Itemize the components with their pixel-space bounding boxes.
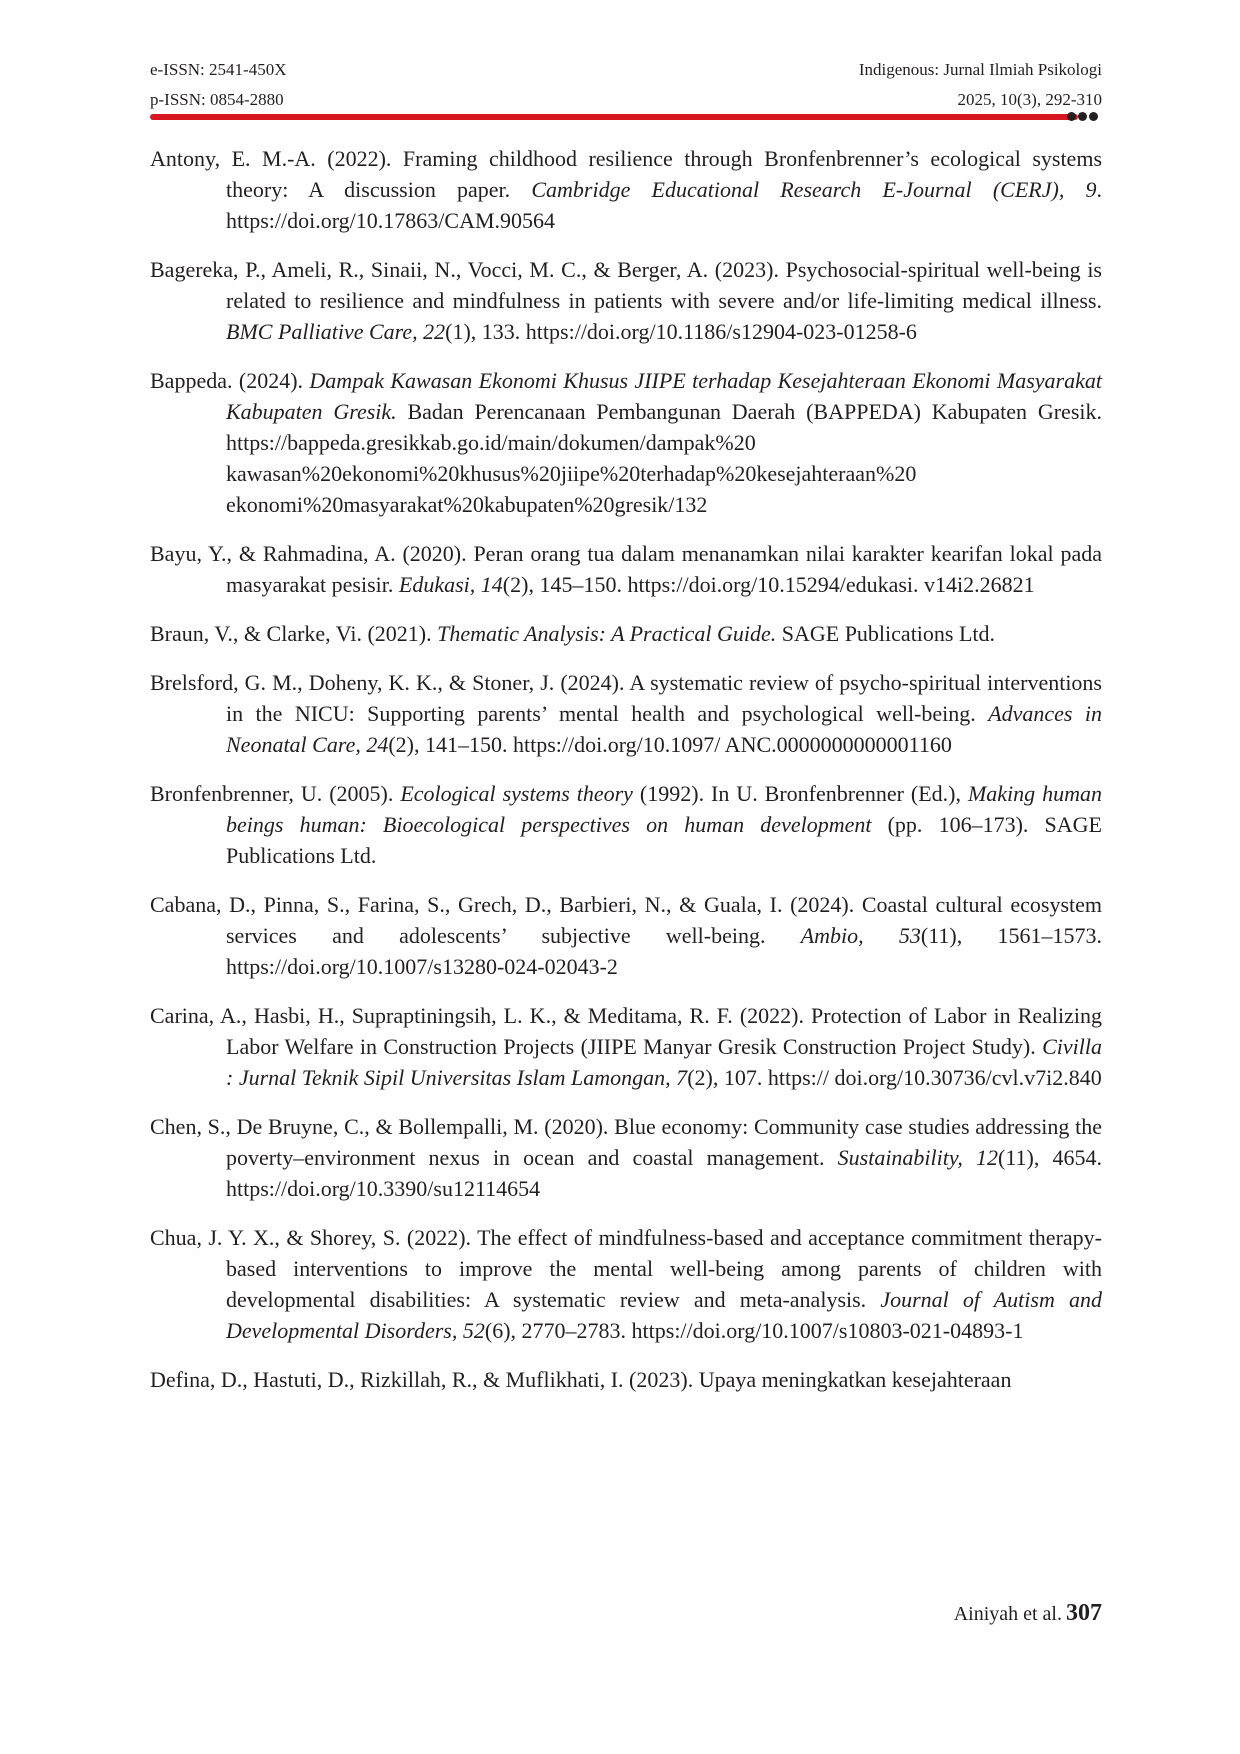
ref-source: Civilla : Jurnal Teknik Sipil Universitas Islam Lamongan, 7 [226,1034,1102,1090]
reference-item [150,1000,1102,1093]
ref-text: Badan Perencanaan Pembangunan Daerah (BAPPEDA) Kabupaten Gresik. https://bappeda.gresikkab.go.id/main/dokumen/dampak%20 kawasan%20ekonomi%20khusus%20jiipe%20terhadap%20kesejahteraan%20 ekonomi%20masyarakat%20kabupaten%20gresik/132 [226,399,1102,517]
ref-text: . https://doi.org/10.17863/CAM.90564 [226,177,1102,233]
e-issn: e-ISSN: 2541-450X [150,60,287,79]
ref-text: Cabana, D., Pinna, S., Farina, S., Grech, D., Barbieri, N., & Guala, I. (2024). Coastal cultural ecosystem services and adolescents’ subjective well-being. [150,892,1102,948]
ref-text: Chen, S., De Bruyne, C., & Bollempalli, M. (2020). Blue economy: Community case studies addressing the poverty–environment nexus in ocean and coastal management. [150,1114,1102,1170]
reference-item [150,254,1102,347]
ref-text: Bayu, Y., & Rahmadina, A. (2020). Peran orang tua dalam menanamkan nilai karakter kearifan lokal pada masyarakat pesisir. [150,541,1102,597]
ref-text: (2), 141–150. https://doi.org/10.1097/ ANC.0000000000001160 [388,732,952,757]
journal-name: Indigenous: Jurnal Ilmiah Psikologi [858,60,1102,79]
ref-text: Bronfenbrenner, U. (2005). [150,781,401,806]
page-number: 307 [1066,1600,1102,1626]
reference-item [150,1364,1102,1395]
ref-text: Antony, E. M.-A. (2022). Framing childhood resilience through Bronfenbrenner’s ecological systems theory: A discussion paper. [150,146,1102,202]
reference-item [150,618,1102,649]
page-footer [954,1600,1102,1627]
reference-item [150,667,1102,760]
ref-source: Ecological systems theory [400,781,633,806]
ref-text: SAGE Publications Ltd. [776,621,996,646]
journal-issue: 2025, 10(3), 292-310 [957,90,1102,109]
ref-source: Dampak Kawasan Ekonomi Khusus JIIPE terhadap Kesejahteraan Ekonomi Masyarakat Kabupaten Gresik. [226,368,1102,424]
ref-source: Cambridge Educational Research E-Journal (CERJ), 9 [531,177,1097,202]
reference-item [150,1222,1102,1346]
footer-author: Ainiyah et al. [953,1603,1062,1625]
ref-text: (11), 4654. https://doi.org/10.3390/su12114654 [226,1145,1102,1201]
ornament-dot [1089,112,1098,121]
header-rule [150,114,1078,120]
ref-source: Advances in Neonatal Care, 24 [226,701,1103,757]
ref-text: (2), 145–150. https://doi.org/10.15294/edukasi. v14i2.26821 [502,572,1035,597]
ref-source: BMC Palliative Care, 22 [226,319,446,344]
ref-text: (1992). In U. Bronfenbrenner (Ed.), [632,781,968,806]
ref-source: Thematic Analysis: A Practical Guide. [437,621,777,646]
ref-text: (1), 133. https://doi.org/10.1186/s12904-023-01258-6 [445,319,917,344]
ornament-dot [1067,112,1076,121]
reference-list [150,143,1102,1413]
ref-text: Defina, D., Hastuti, D., Rizkillah, R., & Muflikhati, I. (2023). Upaya meningkatkan kesejahteraan [150,1367,1012,1392]
ref-text: Carina, A., Hasbi, H., Supraptiningsih, L. K., & Meditama, R. F. (2022). Protection of Labor in Realizing Labor Welfare in Construction Projects (JIIPE Manyar Gresik Construction Project Study). [150,1003,1102,1059]
ref-text: (2), 107. https:// doi.org/10.30736/cvl.v7i2.840 [687,1065,1102,1090]
ornament-dot [1078,112,1087,121]
ref-source: Sustainability, 12 [837,1145,999,1170]
reference-item [150,778,1102,871]
ref-source: Edukasi, 14 [398,572,503,597]
ref-text: Braun, V., & Clarke, Vi. (2021). [150,621,438,646]
reference-item [150,889,1102,982]
ref-source: Journal of Autism and Developmental Disorders, 52 [226,1287,1102,1343]
ref-text: (pp. 106–173). SAGE Publications Ltd. [226,812,1102,868]
p-issn: p-ISSN: 0854-2880 [150,90,284,109]
ref-book-title: Making human beings human: Bioecological perspectives on human development [226,781,1102,837]
ref-text: Brelsford, G. M., Doheny, K. K., & Stoner, J. (2024). A systematic review of psycho-spiritual interventions in the NICU: Supporting parents’ mental health and psychological well-being. [150,670,1102,726]
ref-text: (6), 2770–2783. https://doi.org/10.1007/s10803-021-04893-1 [484,1318,1024,1343]
ref-text: (11), 1561–1573. https://doi.org/10.1007/s13280-024-02043-2 [226,923,1102,979]
reference-item [150,143,1102,236]
ref-text: Bagereka, P., Ameli, R., Sinaii, N., Vocci, M. C., & Berger, A. (2023). Psychosocial-spiritual well-being is related to resilience and mindfulness in patients with severe and/or life-limiting medical illness. [150,257,1102,313]
ref-text: Bappeda. (2024). [150,368,310,393]
reference-item [150,1111,1102,1204]
ref-source: Ambio, 53 [800,923,921,948]
reference-item [150,365,1102,520]
reference-item [150,538,1102,600]
ref-text: Chua, J. Y. X., & Shorey, S. (2022). The effect of mindfulness-based and acceptance commitment therapy-based interventions to improve the mental well-being among parents of children with developmental disabilities: A systematic review and meta-analysis. [150,1225,1102,1312]
